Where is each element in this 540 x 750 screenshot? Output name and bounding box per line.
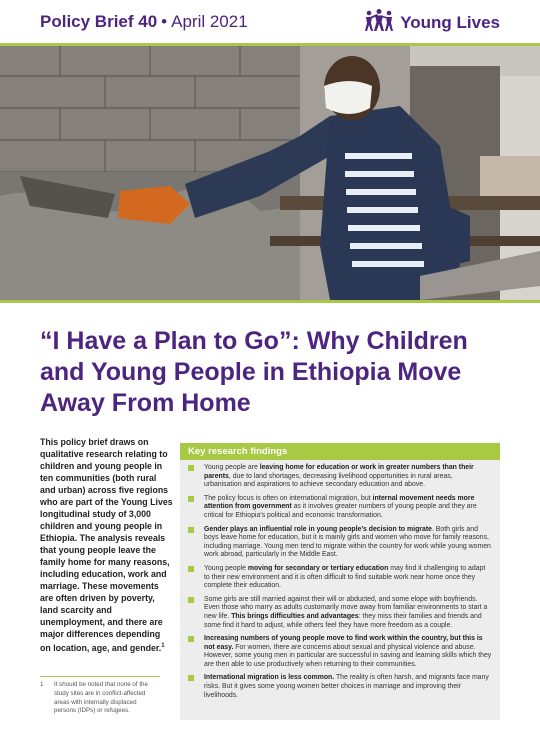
finding-emphasis: Gender plays an influential role in young people’s decision to migrate xyxy=(204,525,432,533)
bullet-square-icon xyxy=(188,527,194,533)
finding-item xyxy=(188,565,492,591)
finding-text: as it involves greater numbers of young people and they are critical for Ethiopia’s political and economic transformation. xyxy=(204,503,477,519)
footnote-text: It should be noted that none of the study sites are in conflict-affected areas with internally displaced persons (IDPs) or refugees. xyxy=(54,681,148,715)
bullet-square-icon xyxy=(188,675,194,681)
page-header xyxy=(0,0,540,44)
finding-text: The policy focus is often on international migration, but xyxy=(204,494,373,502)
intro-text: This policy brief draws on qualitative research relating to children and young people in ten communities (both rural and urban) across five regions who are part of the Young Lives longitudinal study of 3,000 children and young people in Ethiopia. The analysis reveals that young people leave the family home for many reasons, including education, work and marriage. These movements are often driven by poverty, land scarcity and unemployment, and there are major differences depending on location, age, and gender. xyxy=(40,437,173,653)
bullet-square-icon xyxy=(188,566,194,572)
logo-text: Young Lives xyxy=(400,12,500,32)
brief-series: Policy Brief 40 xyxy=(40,12,158,31)
bullet-square-icon xyxy=(188,597,194,603)
finding-item xyxy=(188,526,492,560)
footnote-divider xyxy=(40,676,160,677)
finding-text: . Both girls and boys leave home for education, but it is mainly girls and women who move for family reasons, including marriage. Young men tend to migrate within the country for work while young women work abroad, particularly in the Middle East. xyxy=(204,525,491,559)
finding-text: Young people are xyxy=(204,464,260,471)
intro-paragraph xyxy=(40,436,173,654)
finding-emphasis: leaving home for education or work in greater numbers than their parents xyxy=(204,464,474,480)
page-title: “I Have a Plan to Go”: Why Children and Young People in Ethiopia Move Away From Home xyxy=(40,327,468,417)
finding-item xyxy=(188,635,492,669)
footnote-number: 1 xyxy=(40,681,44,688)
finding-emphasis: Increasing numbers of young people move to find work within the country, but this is not easy. xyxy=(204,635,483,651)
finding-text: : they miss their families and friends and some find it hard to adjust, while others feel they have more freedom as a couple. xyxy=(204,612,482,629)
key-findings-box xyxy=(180,443,500,720)
finding-item xyxy=(188,495,492,521)
footnote xyxy=(40,681,160,716)
construction-worker-photo xyxy=(0,46,540,300)
finding-emphasis: moving for secondary or tertiary education xyxy=(247,564,389,572)
brief-date: April 2021 xyxy=(171,12,248,31)
finding-text: may find it challenging to adapt to their new environment and it is often difficult to find suitable work near home once they complete their education. xyxy=(204,564,486,590)
finding-emphasis: This brings difficulties and advantages xyxy=(231,612,359,620)
photo-divider xyxy=(0,300,540,303)
finding-emphasis: internal movement needs more attention from government xyxy=(204,494,475,511)
brief-separator: • xyxy=(161,12,168,31)
finding-text: For women, there are concerns about sexual and physical violence and abuse. However, some young men in particular are successful in saving and learning skills which they are then able to use productively when returning to their communities. xyxy=(204,643,492,668)
footnote-ref[interactable]: 1 xyxy=(161,643,165,649)
cover-photo xyxy=(0,46,540,300)
finding-emphasis: International migration is less common. xyxy=(204,674,335,682)
bullet-square-icon xyxy=(188,496,194,502)
finding-text: , due to land shortages, decreasing livelihood opportunities in rural areas, urbanisation and aspirations to achieve secondary education and above. xyxy=(204,472,453,489)
young-lives-logo xyxy=(364,8,500,37)
finding-item xyxy=(188,674,492,700)
finding-text: The reality is often harsh, and migrants face many risks. But it gives some young women better choices in marriage and improving their livelihoods. xyxy=(204,674,489,699)
finding-item xyxy=(188,596,492,630)
bullet-square-icon xyxy=(188,636,194,642)
finding-text: Some girls are still married against their will or abducted, and some elope with boyfriends. Even those who marry as adults customarily move away from familiar environments to start a new life. xyxy=(204,595,488,620)
people-figures-icon xyxy=(364,8,394,37)
finding-item xyxy=(188,464,492,490)
findings-list xyxy=(180,460,500,700)
key-findings-heading: Key research findings xyxy=(180,443,500,460)
brief-label xyxy=(40,12,248,32)
bullet-square-icon xyxy=(188,465,194,471)
finding-text: Young people xyxy=(204,564,248,572)
